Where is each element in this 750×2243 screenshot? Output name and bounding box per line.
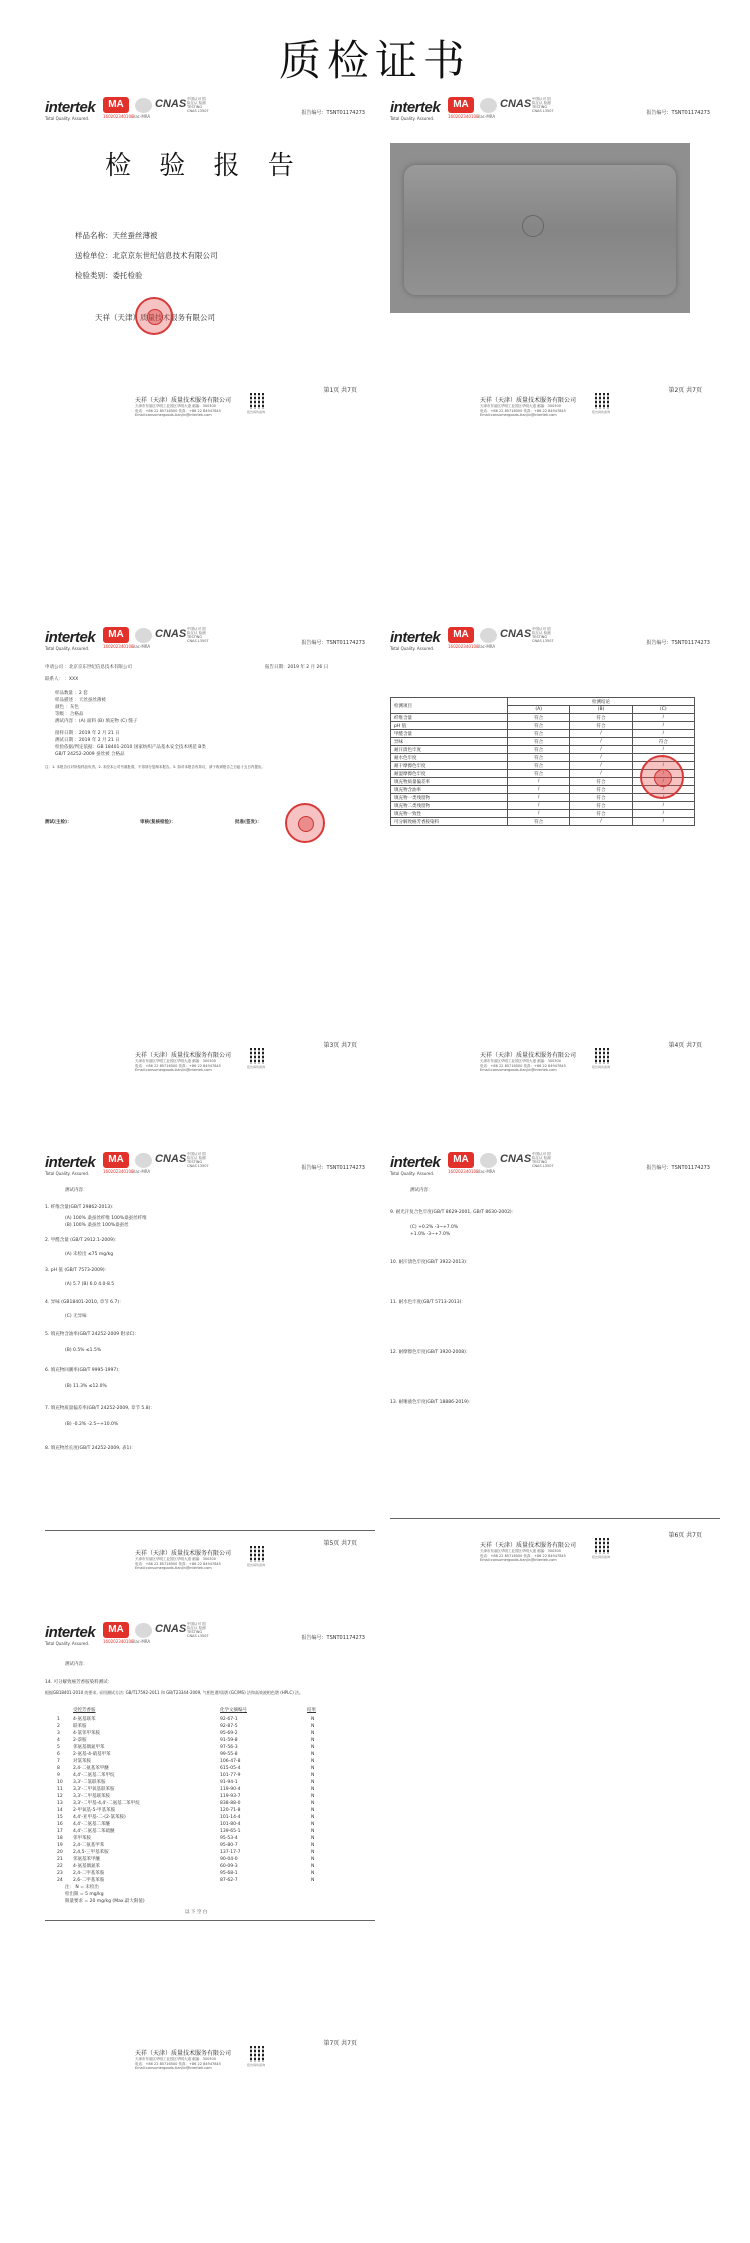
sign-test: 测试(主检)： bbox=[45, 820, 72, 825]
table-cell: 2-氨基-4-硝基甲苯 bbox=[73, 1752, 111, 1757]
table-cell: 101-80-4 bbox=[220, 1822, 241, 1827]
table-cell: 3,3'-二甲基-4,4'-二氨基二苯甲烷 bbox=[73, 1801, 140, 1806]
report-page-7: intertek Total Quality. Assured. MA 160202340108 ilac-MRA CNAS 中国认可 国际互认 检测 TESTING CNAS L3507 报告编号：TSNT01174273 测试内容： 14. 可分解致癌芳香胺染料测试： 根据GB18401-2010 的要求, 采用测试方法: GB/T17592-2011 和 GB/T23344-2009, 气相色谱/质谱 (GC/MS) 法和高效液相色谱 (HPLC) 法。 受控芳香胺 化学文摘编号 结果 1 4-氨基联苯 92-67-1 N 2 联苯胺 92-87-5 N 3 4-氯邻甲苯胺 95-69-2 N 4 2-萘胺 91-59-8 N 5 邻氨基偶氮甲苯 97-56-3 N 6 2-氨基-4-硝基甲苯 99-55-8 N 7 对氯苯胺 106-47-8 N 8 2,4-二氨基苯甲醚 615-05-4 N 9 4,4'-二氨基二苯甲烷 101-77-9 N 10 3,3'-二氯联苯胺 91-94-1 N 11 3,3'-二甲氧基联苯胺 119-90-4 N 12 3,3'-二甲基联苯胺 119-93-7 N 13 3,3'-二甲基-4,4'-二氨基二苯甲烷 838-88-0 N 14 2-甲氧基-5-甲基苯胺 120-71-8 N 15 4,4'-亚甲基-二-(2-氯苯胺) 101-14-4 N 16 4,4'-二氨基二苯醚 101-80-4 N 17 4,4'-二氨基二苯硫醚 139-65-1 N 18 邻甲苯胺 95-53-4 N 19 2,4-二氨基甲苯 95-80-7 N 20 2,4,5-三甲基苯胺 137-17-7 N 21 邻氨基苯甲醚 90-04-0 N 22 4-氨基偶氮苯 60-09-3 N 23 2,4-二甲基苯胺 95-68-1 N 24 2,6-二甲基苯胺 87-62-7 N 注： N = 未检出 检出限 = 5 mg/kg 限量要求 = 20 mg/kg (Max.最大限值) 以 下 空 白 第7页 共7页 天祥（天津）质量技术服务有限公司 天津市东丽区华明工业园区华明大道 邮编：300300 电话：+86 22 85716500 传真：+86 22 84947845 Email:consumergoods-tianjin@intertek.com 报告真伪查询 bbox=[45, 1620, 375, 2100]
table-cell: 120-71-8 bbox=[220, 1808, 241, 1813]
table-cell: 16 bbox=[57, 1822, 63, 1827]
table-row: 耐水色牢度 符合 / / bbox=[391, 754, 695, 762]
table-row: 填充物含油率 / 符合 / bbox=[391, 786, 695, 794]
table-row: 填充物一致性 / 符合 / bbox=[391, 810, 695, 818]
table-cell: N bbox=[311, 1857, 315, 1862]
list-item: (B) 0.5% ≤1.5% bbox=[65, 1348, 102, 1353]
table-cell: 23 bbox=[57, 1871, 63, 1876]
product-photo bbox=[390, 143, 690, 313]
qr-code-icon bbox=[250, 2046, 266, 2062]
table-row: 异味 符合 / 符合 bbox=[391, 738, 695, 746]
report-header: intertek Total Quality. Assured. MA 160202340108 ilac-MRA CNAS 中国认可 国际互认 检测 TESTING CNAS L3507 报告编号：TSNT01174273 bbox=[45, 1152, 365, 1176]
table-cell: 4,4'-二氨基二苯硫醚 bbox=[73, 1829, 115, 1834]
table-cell: 邻氨基苯甲醚 bbox=[73, 1857, 100, 1862]
list-item: 10. 耐汗渍色牢度(GB/T 3922-2013)： bbox=[390, 1260, 471, 1265]
sign-review: 审核(复核检验)： bbox=[140, 820, 176, 825]
table-cell: 87-62-7 bbox=[220, 1878, 238, 1883]
table-cell: 2 bbox=[57, 1724, 60, 1729]
red-seal-icon bbox=[135, 297, 173, 335]
table-row: 耐汗渍色牢度 符合 / / bbox=[391, 746, 695, 754]
list-item: +1.0% -3~+7.0% bbox=[410, 1232, 451, 1237]
table-cell: 92-87-5 bbox=[220, 1724, 238, 1729]
table-cell: 97-56-3 bbox=[220, 1745, 238, 1750]
info-row: 等级 ：合格品 bbox=[55, 712, 84, 717]
sample-name: 样品名称：天丝蚕丝薄被 bbox=[75, 231, 158, 240]
table-row: 填充物一类残留物 / 符合 / bbox=[391, 794, 695, 802]
table-cell: N bbox=[311, 1864, 315, 1869]
list-item: (B) -0.2% -2.5~+10.0% bbox=[65, 1422, 119, 1427]
table-cell: 2,6-二甲基苯胺 bbox=[73, 1878, 105, 1883]
table-cell: N bbox=[311, 1724, 315, 1729]
table-cell: 9 bbox=[57, 1773, 60, 1778]
table-cell: 20 bbox=[57, 1850, 63, 1855]
table-cell: N bbox=[311, 1731, 315, 1736]
table-cell: 联苯胺 bbox=[73, 1724, 87, 1729]
table-cell: 615-05-4 bbox=[220, 1766, 241, 1771]
table-cell: 137-17-7 bbox=[220, 1850, 241, 1855]
summary-table: 检测项目 检测结论 (A) (B) (C) 纤维含量 符合 符合 / pH 值 符合 符合 / 甲醛含量 符合 / / 异味 符合 / 符合 耐汗渍色牢度 符合 / / 耐水色牢度 符合 / / 耐干摩擦色牢度 符合 / / 耐湿摩擦色牢度 符合 / / 填充物质量偏差率 / 符合 / 填充物含油率 / 符合 / 填充物一类残留物 / 符合 / 填充物二类残留物 / 符合 / 填充物一致性 / 符合 / 可分解致癌芳香胺染料 符合 / / bbox=[390, 697, 695, 826]
info-row: 检验依据/判定依据：GB 18401-2010 国家纺织产品基本安全技术规范 B类 bbox=[55, 745, 206, 750]
table-cell: N bbox=[311, 1738, 315, 1743]
cnas-logo: CNAS bbox=[155, 98, 187, 110]
table-row: 填充物质量偏差率 / 符合 / bbox=[391, 778, 695, 786]
info-row: 样品描述 ：天丝蚕丝薄被 bbox=[55, 698, 106, 703]
table-row: 耐湿摩擦色牢度 符合 / / bbox=[391, 770, 695, 778]
report-page-2: intertek Total Quality. Assured. MA 160202340108 ilac-MRA CNAS 中国认可 国际互认 检测 TESTING CNAS L3507 报告编号：TSNT01174273 第2页 共7页 天祥（天津）质量技术服务有限公司 天津市东丽区华明工业园区华明大道 邮编：300300 电话：+86 22 85716500 传真：+86 22 84947845 Email:consumergoods-tianjin@intertek.com 报告真伪查询 bbox=[390, 95, 720, 405]
table-cell: 4,4'-二氨基二苯醚 bbox=[73, 1822, 111, 1827]
page-number: 第1页 共7页 bbox=[323, 387, 357, 394]
table-cell: N bbox=[311, 1787, 315, 1792]
report-header: intertek Total Quality. Assured. MA 160202340108 ilac-MRA CNAS 中国认可 国际互认 检测 TESTING CNAS L3507 报告编号：TSNT01174273 bbox=[390, 1152, 710, 1176]
table-cell: 99-55-8 bbox=[220, 1752, 238, 1757]
list-item: 9. 耐光汗复合色牢度(GB/T 8629-2001, GB/T 8630-2002)： bbox=[390, 1210, 517, 1215]
info-row: 测试日期 ：2019 年 2 月 21 日 bbox=[55, 738, 120, 743]
table-cell: 60-09-3 bbox=[220, 1864, 238, 1869]
qr-code-icon bbox=[250, 1048, 266, 1064]
table-cell: 119-93-7 bbox=[220, 1794, 241, 1799]
info-row: 测试内容 ：(A) 面料 (B) 填充物 (C) 缝子 bbox=[55, 719, 138, 724]
sign-approve: 批准(签发)： bbox=[235, 820, 262, 825]
table-cell: 91-94-1 bbox=[220, 1780, 238, 1785]
table-cell: 2-萘胺 bbox=[73, 1738, 87, 1743]
info-row: GB/T 24252-2009 蚕丝被 合格品 bbox=[55, 752, 125, 757]
table-cell: N bbox=[311, 1794, 315, 1799]
ilac-icon bbox=[135, 98, 152, 113]
table-cell: 2,4-二氨基甲苯 bbox=[73, 1843, 105, 1848]
table-cell: N bbox=[311, 1836, 315, 1841]
qr-code-icon bbox=[250, 393, 266, 409]
table-cell: 4,4'-二氨基二苯甲烷 bbox=[73, 1773, 115, 1778]
table-row: 耐干摩擦色牢度 符合 / / bbox=[391, 762, 695, 770]
table-cell: N bbox=[311, 1759, 315, 1764]
table-cell: 92-67-1 bbox=[220, 1717, 238, 1722]
table-cell: N bbox=[311, 1878, 315, 1883]
table-cell: N bbox=[311, 1843, 315, 1848]
list-item: 1. 纤维含量(GB/T 29862-2013)： bbox=[45, 1205, 117, 1210]
table-cell: 4-氯邻甲苯胺 bbox=[73, 1731, 100, 1736]
report-page-3: intertek Total Quality. Assured. MA 160202340108 ilac-MRA CNAS 中国认可 国际互认 检测 TESTING CNAS L3507 报告编号：TSNT01174273 申请公司 ：北京京东世纪信息技术有限公司 报告日期：2019 年 2 月 26 日 联系人： ：XXX 样品数量 ：2 套 样品描述 ：天丝蚕丝薄被 颜色 ：灰色 等级 ：合格品 测试内容 ：(A) 面料 (B) 填充物 (C) 缝子 接样日期 ：2019 年 2 月 21 日 测试日期 ：2019 年 2 月 21 日 检验依据/判定依据：GB 18401-2010 国家纺织产品基本安全技术规范 B类 GB/T 24252-2009 蚕丝被 合格品 注：1. 本报告仅对所检样品负责。2. 未经本公司书面批准，不得部分复制本报告。3. 如对本报告有异议，请于收到报告之日起十五日内提出。 测试(主检)： 审核(复核检验)： 批准(签发)： 第3页 共7页 天祥（天津）质量技术服务有限公司 天津市东丽区华明工业园区华明大道 邮编：300300 电话：+86 22 85716500 传真：+86 22 84947845 Email:consumergoods-tianjin@intertek.com 报告真伪查询 bbox=[45, 625, 375, 1075]
table-cell: N bbox=[311, 1815, 315, 1820]
report-header: intertek Total Quality. Assured. MA 160202340108 ilac-MRA CNAS 中国认可 国际互认 检测 TESTING CNAS L3507 报告编号：TSNT01174273 bbox=[45, 97, 365, 121]
table-cell: N bbox=[311, 1752, 315, 1757]
table-cell: 95-69-2 bbox=[220, 1731, 238, 1736]
table-cell: 838-88-0 bbox=[220, 1801, 241, 1806]
red-seal-icon bbox=[285, 803, 325, 843]
table-cell: 15 bbox=[57, 1815, 63, 1820]
table-cell: 18 bbox=[57, 1836, 63, 1841]
table-cell: 2,4-二甲基苯胺 bbox=[73, 1871, 105, 1876]
list-item: 5. 填充物含油率(GB/T 24252-2009 附录C)： bbox=[45, 1332, 139, 1337]
table-cell: 6 bbox=[57, 1752, 60, 1757]
list-item: 4. 异味 (GB18401-2010, 章节 6.7)： bbox=[45, 1300, 124, 1305]
table-row: 纤维含量 符合 符合 / bbox=[391, 714, 695, 722]
table-cell: 95-80-7 bbox=[220, 1843, 238, 1848]
list-item: (A) 未检出 ≤75 mg/kg bbox=[65, 1252, 114, 1257]
list-item: 7. 填充物质量偏差率(GB/T 24252-2009, 章节 5.8)： bbox=[45, 1406, 155, 1411]
table-cell: 邻氨基偶氮甲苯 bbox=[73, 1745, 105, 1750]
table-cell: 2,4-二氨基苯甲醚 bbox=[73, 1766, 109, 1771]
table-cell: 95-68-1 bbox=[220, 1871, 238, 1876]
table-cell: 12 bbox=[57, 1794, 63, 1799]
company-name: 天祥（天津）质量技术服务有限公司 bbox=[95, 313, 215, 322]
table-cell: N bbox=[311, 1871, 315, 1876]
table-cell: 8 bbox=[57, 1766, 60, 1771]
table-cell: 22 bbox=[57, 1864, 63, 1869]
table-cell: N bbox=[311, 1780, 315, 1785]
table-row: pH 值 符合 符合 / bbox=[391, 722, 695, 730]
list-item: 6. 填充物回潮率(GB/T 9995-1997)： bbox=[45, 1368, 123, 1373]
table-cell: 3,3'-二甲基联苯胺 bbox=[73, 1794, 111, 1799]
table-cell: 10 bbox=[57, 1780, 63, 1785]
table-cell: 邻甲苯胺 bbox=[73, 1836, 91, 1841]
report-number: 报告编号：TSNT01174273 bbox=[301, 110, 365, 116]
page-title: 质检证书 bbox=[278, 36, 471, 85]
table-cell: 90-04-0 bbox=[220, 1857, 238, 1862]
section-title: 14. 可分解致癌芳香胺染料测试： bbox=[45, 1680, 113, 1685]
table-cell: 119-90-4 bbox=[220, 1787, 241, 1792]
list-item: 3. pH 值 (GB/T 7573-2009)： bbox=[45, 1268, 110, 1273]
report-page-1: intertek Total Quality. Assured. MA 160202340108 ilac-MRA CNAS 中国认可 国际互认 检测 TESTING CNAS L3507 报告编号：TSNT01174273 检 验 报 告 样品名称：天丝蚕丝薄被 送检单位：北京京东世纪信息技术有限公司 检验类别：委托检验 天祥（天津）质量技术服务有限公司 第1页 共7页 天祥（天津）质量技术服务有限公司 天津市东丽区华明工业园区华明大道 邮编：300300 电话：+86 22 85716500 传真：+86 22 84947845 Email:consumergoods-tianjin@intertek.com 报告真伪查询 bbox=[45, 95, 375, 405]
list-item: (B) 100% 桑蚕丝 100%桑蚕丝 bbox=[65, 1223, 129, 1228]
table-cell: N bbox=[311, 1717, 315, 1722]
qr-code-icon bbox=[250, 1546, 266, 1562]
report-header: intertek Total Quality. Assured. MA 160202340108 ilac-MRA CNAS 中国认可 国际互认 检测 TESTING CNAS L3507 报告编号：TSNT01174273 bbox=[390, 97, 710, 121]
table-cell: 91-59-8 bbox=[220, 1738, 238, 1743]
test-type: 检验类别：委托检验 bbox=[75, 271, 143, 280]
table-cell: 95-53-4 bbox=[220, 1836, 238, 1841]
table-cell: 2-甲氧基-5-甲基苯胺 bbox=[73, 1808, 116, 1813]
table-cell: N bbox=[311, 1766, 315, 1771]
list-item: (A) 5.7 (B) 6.0 4.0-8.5 bbox=[65, 1282, 115, 1287]
list-item: (A) 100% 桑蚕丝纤维 100%桑蚕丝纤维 bbox=[65, 1216, 147, 1221]
table-cell: 21 bbox=[57, 1857, 63, 1862]
table-row: 甲醛含量 符合 / / bbox=[391, 730, 695, 738]
report-header: intertek Total Quality. Assured. MA 160202340108 ilac-MRA CNAS 中国认可 国际互认 检测 TESTING CNAS L3507 报告编号：TSNT01174273 bbox=[45, 1622, 365, 1646]
table-cell: 17 bbox=[57, 1829, 63, 1834]
intertek-logo: intertek bbox=[45, 99, 96, 116]
list-item: (C) 无异味 bbox=[65, 1314, 87, 1319]
table-cell: 14 bbox=[57, 1808, 63, 1813]
table-cell: 4-氨基联苯 bbox=[73, 1717, 96, 1722]
table-cell: 24 bbox=[57, 1878, 63, 1883]
notes: 注：1. 本报告仅对所检样品负责。2. 未经本公司书面批准，不得部分复制本报告。3. 如对本报告有异议，请于收到报告之日起十五日内提出。 bbox=[45, 765, 265, 769]
table-cell: 4 bbox=[57, 1738, 60, 1743]
report-date: 报告日期：2019 年 2 月 26 日 bbox=[265, 665, 329, 670]
table-cell: N bbox=[311, 1822, 315, 1827]
table-cell: 139-65-1 bbox=[220, 1829, 241, 1834]
list-item: (C) +0.2% -3~+7.0% bbox=[410, 1225, 459, 1230]
method: 根据GB18401-2010 的要求, 采用测试方法: GB/T17592-2011 和 GB/T23344-2009, 气相色谱/质谱 (GC/MS) 法和高效液相色谱 (HPLC) 法。 bbox=[45, 1690, 304, 1695]
report-page-4: intertek Total Quality. Assured. MA 160202340108 ilac-MRA CNAS 中国认可 国际互认 检测 TESTING CNAS L3507 报告编号：TSNT01174273 检测项目 检测结论 (A) (B) (C) 纤维含量 符合 符合 / pH 值 符合 符合 / 甲醛含量 符合 / / 异味 符合 / 符合 耐汗渍色牢度 符合 / / 耐水色牢度 符合 / / 耐干摩擦色牢度 符合 / / 耐湿摩擦色牢度 符合 / / 填充物质量偏差率 / 符合 / 填充物含油率 / 符合 / 填充物一类残留物 / 符合 / 填充物二类残留物 / 符合 / 填充物一致性 / 符合 / 可分解致癌芳香胺染料 符合 / / 第4页 共7页 天祥（天津）质量技术服务有限公司 天津市东丽区华明工业园区华明大道 邮编：300300 电话：+86 22 85716500 传真：+86 22 84947845 Email:consumergoods-tianjin@intertek.com 报告真伪查询 bbox=[390, 625, 720, 1075]
report-page-6: intertek Total Quality. Assured. MA 160202340108 ilac-MRA CNAS 中国认可 国际互认 检测 TESTING CNAS L3507 报告编号：TSNT01174273 测试内容： 9. 耐光汗复合色牢度(GB/T 8629-2001, GB/T 8630-2002)： (C) +0.2% -3~+7.0% +1.0% -3~+7.0% 10. 耐汗渍色牢度(GB/T 3922-2013)： 11. 耐水色牢度(GB/T 5713-2013)： 12. 耐摩擦色牢度(GB/T 3920-2008)： 13. 耐唾液色牢度(GB/T 18886-2019)： 第6页 共7页 天祥（天津）质量技术服务有限公司 天津市东丽区华明工业园区华明大道 邮编：300300 电话：+86 22 85716500 传真：+86 22 84947845 Email:consumergoods-tianjin@intertek.com 报告真伪查询 bbox=[390, 1150, 720, 1560]
table-cell: N bbox=[311, 1850, 315, 1855]
ma-icon: MA bbox=[103, 97, 129, 113]
info-row: 接样日期 ：2019 年 2 月 21 日 bbox=[55, 731, 120, 736]
list-item: (B) 11.3% ≤12.0% bbox=[65, 1384, 107, 1389]
list-item: 8. 填充物丝长度(GB/T 24252-2009, 表1)： bbox=[45, 1446, 136, 1451]
list-item: 12. 耐摩擦色牢度(GB/T 3920-2008)： bbox=[390, 1350, 471, 1355]
table-row: 填充物二类残留物 / 符合 / bbox=[391, 802, 695, 810]
table-cell: 101-77-9 bbox=[220, 1773, 241, 1778]
qr-code-icon bbox=[595, 393, 611, 409]
red-seal-icon bbox=[640, 755, 684, 799]
report-header: intertek Total Quality. Assured. MA 160202340108 ilac-MRA CNAS 中国认可 国际互认 检测 TESTING CNAS L3507 报告编号：TSNT01174273 bbox=[45, 627, 365, 651]
list-item: 13. 耐唾液色牢度(GB/T 18886-2019)： bbox=[390, 1400, 474, 1405]
table-row: 可分解致癌芳香胺染料 符合 / / bbox=[391, 818, 695, 826]
table-cell: 7 bbox=[57, 1759, 60, 1764]
applicant: 申请公司 ：北京京东世纪信息技术有限公司 bbox=[45, 665, 132, 670]
table-cell: 4,4'-亚甲基-二-(2-氯苯胺) bbox=[73, 1815, 126, 1820]
table-cell: 4-氨基偶氮苯 bbox=[73, 1864, 100, 1869]
table-cell: 19 bbox=[57, 1843, 63, 1848]
list-item: 2. 甲醛含量 (GB/T 2912.1-2009)： bbox=[45, 1238, 120, 1243]
table-cell: 3 bbox=[57, 1731, 60, 1736]
qr-code-icon bbox=[595, 1538, 611, 1554]
table-cell: 2,4,5-三甲基苯胺 bbox=[73, 1850, 109, 1855]
table-cell: N bbox=[311, 1829, 315, 1834]
qr-code-icon bbox=[595, 1048, 611, 1064]
table-cell: 101-14-4 bbox=[220, 1815, 241, 1820]
table-cell: 1 bbox=[57, 1717, 60, 1722]
client: 送检单位：北京京东世纪信息技术有限公司 bbox=[75, 251, 218, 260]
report-heading: 检 验 报 告 bbox=[105, 151, 304, 181]
report-header: intertek Total Quality. Assured. MA 160202340108 ilac-MRA CNAS 中国认可 国际互认 检测 TESTING CNAS L3507 报告编号：TSNT01174273 bbox=[390, 627, 710, 651]
info-row: 样品数量 ：2 套 bbox=[55, 691, 88, 696]
report-page-5: intertek Total Quality. Assured. MA 160202340108 ilac-MRA CNAS 中国认可 国际互认 检测 TESTING CNAS L3507 报告编号：TSNT01174273 测试内容： 1. 纤维含量(GB/T 29862-2013)： (A) 100% 桑蚕丝纤维 100%桑蚕丝纤维 (B) 100% 桑蚕丝 100%桑蚕丝 2. 甲醛含量 (GB/T 2912.1-2009)： (A) 未检出 ≤75 mg/kg 3. pH 值 (GB/T 7573-2009)： (A) 5.7 (B) 6.0 4.0-8.5 4. 异味 (GB18401-2010, 章节 6.7)： (C) 无异味 5. 填充物含油率(GB/T 24252-2009 附录C)： (B) 0.5% ≤1.5% 6. 填充物回潮率(GB/T 9995-1997)： (B) 11.3% ≤12.0% 7. 填充物质量偏差率(GB/T 24252-2009, 章节 5.8)： (B) -0.2% -2.5~+10.0% 8. 填充物丝长度(GB/T 24252-2009, 表1)： 第5页 共7页 天祥（天津）质量技术服务有限公司 天津市东丽区华明工业园区华明大道 邮编：300300 电话：+86 22 85716500 传真：+86 22 84947845 Email:consumergoods-tianjin@intertek.com 报告真伪查询 bbox=[45, 1150, 375, 1560]
table-cell: 对氯苯胺 bbox=[73, 1759, 91, 1764]
end-mark: 以 下 空 白 bbox=[185, 1910, 208, 1915]
table-cell: 106-47-8 bbox=[220, 1759, 241, 1764]
list-item: 11. 耐水色牢度(GB/T 5713-2013)： bbox=[390, 1300, 466, 1305]
info-row: 颜色 ：灰色 bbox=[55, 705, 79, 710]
table-cell: 11 bbox=[57, 1787, 63, 1792]
table-cell: 3,3'-二氯联苯胺 bbox=[73, 1780, 106, 1785]
table-cell: N bbox=[311, 1773, 315, 1778]
table-cell: N bbox=[311, 1801, 315, 1806]
table-cell: N bbox=[311, 1745, 315, 1750]
quilt-image bbox=[404, 165, 676, 295]
table-cell: 13 bbox=[57, 1801, 63, 1806]
table-cell: 5 bbox=[57, 1745, 60, 1750]
table-cell: 3,3'-二甲氧基联苯胺 bbox=[73, 1787, 115, 1792]
table-cell: N bbox=[311, 1808, 315, 1813]
